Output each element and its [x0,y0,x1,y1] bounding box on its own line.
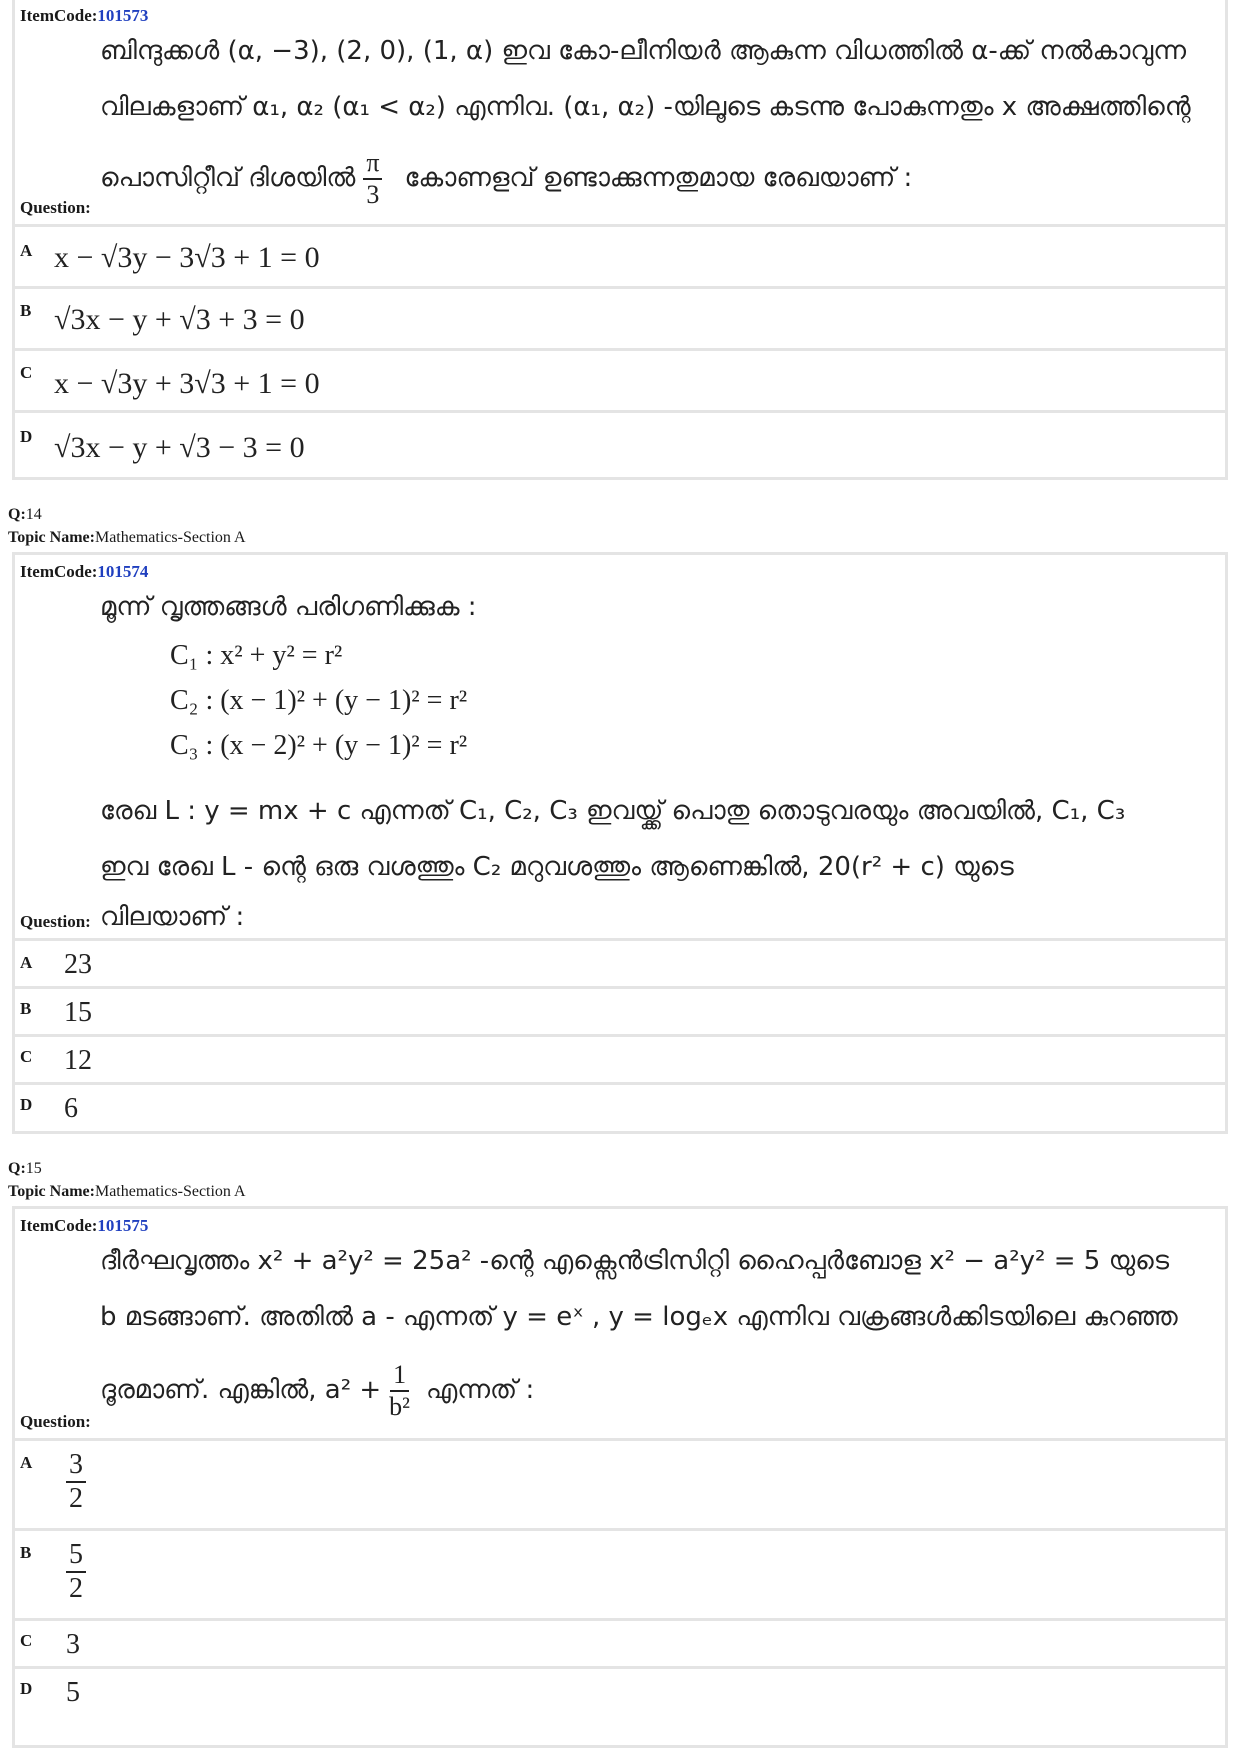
option-letter: C [20,1047,33,1066]
q-number: 15 [25,1160,42,1177]
q14-option-c[interactable] [12,1034,1228,1080]
itemcode-label: ItemCode: [20,1216,98,1235]
q-label: Q: [8,506,26,523]
q15-topic [8,1183,246,1201]
option-letter: C [20,363,33,382]
option-text: 23 [64,949,92,980]
q14-circle-c2: C₂ : (x − 1)² + (y − 1)² = r² [170,685,468,716]
q14-circle-c3: C₃ : (x − 2)² + (y − 1)² = r² [170,730,468,761]
q14-question-line-7: വിലയാണ് : [100,902,245,932]
option-letter: D [20,427,33,446]
fraction-numerator: 3 [66,1451,86,1483]
option-text: √3x − y + √3 − 3 = 0 [54,431,305,464]
option-text: √3x − y + √3 + 3 = 0 [54,303,305,336]
q-number: 14 [25,506,42,523]
q14-question-line-6: ഇവ രേഖ L - ന്റെ ഒരു വശത്തും C₂ മറുവശത്തും ആണെങ്കിൽ, 20(r² + c) യുടെ [100,852,1014,882]
option-text: 5 [66,1677,80,1708]
option-letter: B [20,301,32,320]
q13-option-a[interactable] [12,224,1228,284]
q14-option-a[interactable] [12,938,1228,984]
topic-label: Topic Name: [8,1183,95,1200]
q14-option-b[interactable] [12,986,1228,1032]
itemcode-value: 101575 [97,1216,149,1235]
topic-name: Mathematics-Section A [94,529,246,546]
q15-question-line-2: b മടങ്ങാണ്. അതിൽ a - എന്നത് y = eˣ , y = logₑx എന്നിവ വക്രങ്ങൾക്കിടയിലെ കുറഞ്ഞ [100,1302,1178,1332]
option-letter: D [20,1679,33,1698]
q13-line3-text-a: പൊസിറ്റീവ് ദിശയിൽ [100,163,356,194]
q13-option-c[interactable] [12,348,1228,408]
q14-number [8,506,42,524]
itemcode-value: 101573 [97,6,149,25]
fraction-denominator: 2 [69,1483,83,1514]
q15-option-d[interactable] [12,1666,1228,1712]
option-text: x − √3y − 3√3 + 1 = 0 [54,241,320,274]
q14-question-line-1: മൂന്ന് വൃത്തങ്ങൾ പരിഗണിക്കുക : [100,592,477,622]
option-text: 12 [64,1045,92,1076]
fraction-numerator: 1 [390,1362,409,1392]
option-fraction [66,1541,86,1603]
q-label: Q: [8,1160,26,1177]
q13-question-line-1: ബിന്ദുക്കൾ (α, −3), (2, 0), (1, α) ഇവ കോ-ലീനിയർ ആകുന്ന വിധത്തിൽ α-ക്ക് നൽകാവുന്ന [100,36,1187,66]
q14-option-d[interactable] [12,1082,1228,1128]
fraction-denominator: 2 [69,1573,83,1604]
itemcode-label: ItemCode: [20,562,98,581]
option-letter: D [20,1095,33,1114]
fraction-numerator: π [363,150,382,180]
fraction-denominator: b² [389,1392,410,1421]
q15-question-line-3 [100,1362,534,1420]
option-letter: A [20,1453,33,1472]
itemcode-label: ItemCode: [20,6,98,25]
itemcode-value: 101574 [97,562,149,581]
option-text: 3 [66,1629,80,1660]
q15-option-a[interactable] [12,1438,1228,1526]
q15-line3-text-a: ദൂരമാണ്. എങ്കിൽ, a² + [100,1375,382,1406]
q13-pi-over-3-fraction [363,150,382,208]
q15-option-b[interactable] [12,1528,1228,1616]
q13-question-line-3 [100,150,1220,208]
q14-question-label: Question: [20,912,91,931]
q13-option-b[interactable] [12,286,1228,346]
q15-one-over-b-squared-fraction [389,1362,410,1420]
option-letter: C [20,1631,33,1650]
q15-number [8,1160,42,1178]
q15-question-label: Question: [20,1412,91,1431]
option-letter: B [20,999,32,1018]
option-text: 6 [64,1093,78,1124]
q15-line3-text-b: എന്നത് : [425,1375,535,1406]
option-text: x − √3y + 3√3 + 1 = 0 [54,367,320,400]
q14-circle-c1: C₁ : x² + y² = r² [170,640,343,671]
q14-question-line-5: രേഖ L : y = mx + c എന്നത് C₁, C₂, C₃ ഇവയ്ക്ക് പൊതു തൊടുവരയും അവയിൽ, C₁, C₃ [100,796,1126,826]
topic-label: Topic Name: [8,529,95,546]
q13-question-label: Question: [20,198,91,217]
q13-option-d[interactable] [12,410,1228,476]
fraction-denominator: 3 [366,180,380,209]
q15-question-line-1: ദീർഘവൃത്തം x² + a²y² = 25a² -ന്റെ എക്സെൻട്രിസിറ്റി ഹൈപ്പർബോള x² − a²y² = 5 യുടെ [100,1246,1170,1276]
option-letter: A [20,241,33,260]
fraction-numerator: 5 [66,1541,86,1573]
q13-line3-text-b: കോണളവ് ഉണ്ടാക്കുന്നതുമായ രേഖയാണ് : [404,163,913,194]
option-fraction [66,1451,86,1513]
option-text: 15 [64,997,92,1028]
topic-name: Mathematics-Section A [94,1183,246,1200]
option-letter: A [20,953,33,972]
q14-topic [8,529,246,547]
option-letter: B [20,1543,32,1562]
q13-question-line-2: വിലകളാണ് α₁, α₂ (α₁ < α₂) എന്നിവ. (α₁, α₂) -യിലൂടെ കടന്നു പോകുന്നതും x അക്ഷത്തിന്റെ [100,92,1191,122]
q15-option-c[interactable] [12,1618,1228,1664]
